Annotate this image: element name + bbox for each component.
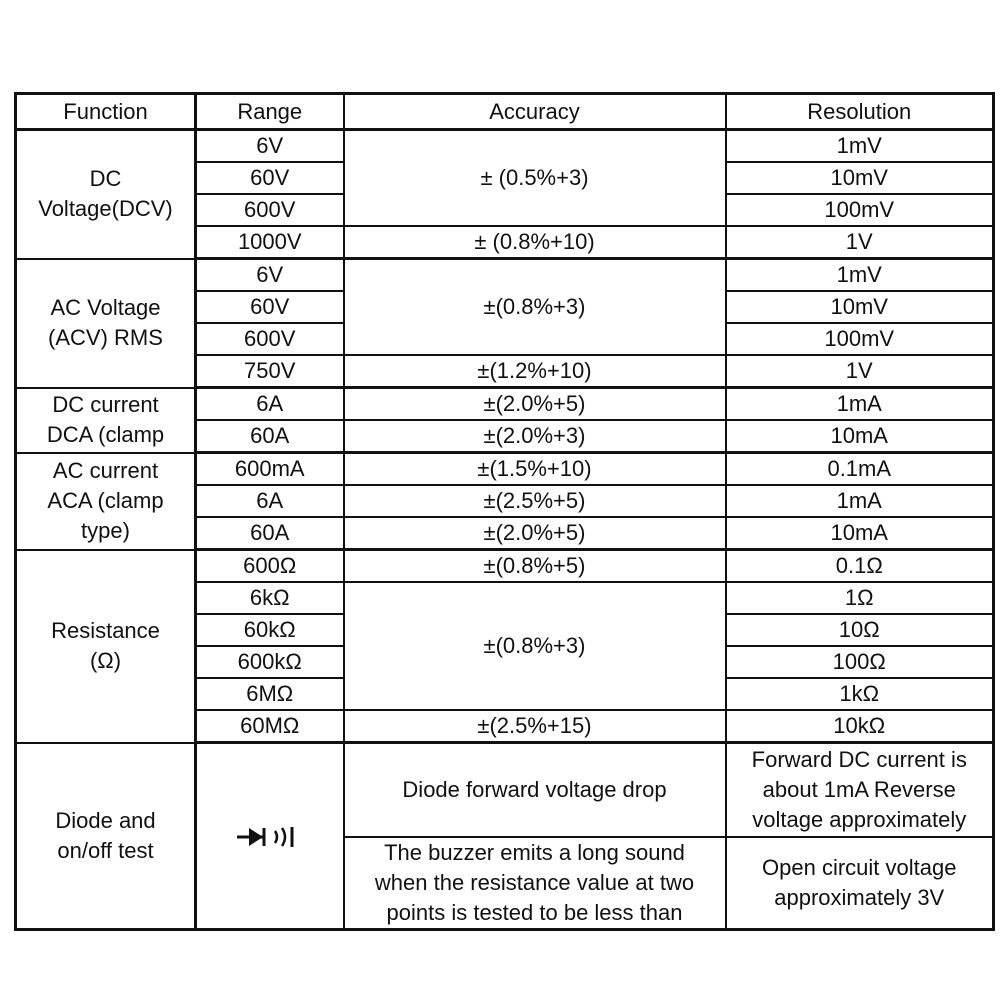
table-row — [16, 130, 994, 163]
range-cell: 60A — [196, 517, 344, 550]
header-row — [16, 94, 994, 130]
range-cell: 1000V — [196, 226, 344, 259]
function-ac-voltage: AC Voltage (ACV) RMS — [16, 259, 196, 388]
header-range: Range — [196, 94, 344, 130]
accuracy-cell: ±(0.8%+3) — [344, 259, 726, 356]
resolution-cell: 100mV — [726, 194, 994, 226]
resolution-cell: 10mA — [726, 420, 994, 453]
resolution-cell: 1kΩ — [726, 678, 994, 710]
range-cell: 6kΩ — [196, 582, 344, 614]
resolution-cell: 1V — [726, 355, 994, 388]
table-row — [16, 453, 994, 486]
header-accuracy: Accuracy — [344, 94, 726, 130]
accuracy-cell: ±(2.0%+3) — [344, 420, 726, 453]
diode-buzzer-icon — [237, 824, 303, 850]
accuracy-cell: ± (0.8%+10) — [344, 226, 726, 259]
accuracy-cell: Diode forward voltage drop — [344, 743, 726, 837]
header-function: Function — [16, 94, 196, 130]
range-cell: 600kΩ — [196, 646, 344, 678]
resolution-cell: 10Ω — [726, 614, 994, 646]
resolution-cell: Open circuit voltage approximately 3V — [726, 837, 994, 930]
table-row — [16, 743, 994, 837]
range-cell: 750V — [196, 355, 344, 388]
range-cell: 6V — [196, 259, 344, 292]
resolution-cell: 100Ω — [726, 646, 994, 678]
accuracy-cell: ±(1.2%+10) — [344, 355, 726, 388]
accuracy-cell: ±(0.8%+5) — [344, 550, 726, 583]
range-cell: 6V — [196, 130, 344, 163]
table-row — [16, 259, 994, 292]
resolution-cell: 1mV — [726, 259, 994, 292]
range-cell: 60MΩ — [196, 710, 344, 743]
header-resolution: Resolution — [726, 94, 994, 130]
accuracy-cell: The buzzer emits a long sound when the resistance value at two points is tested to be less than — [344, 837, 726, 930]
resolution-cell: 1mV — [726, 130, 994, 163]
function-dc-voltage: DC Voltage(DCV) — [16, 130, 196, 259]
resolution-cell: 1mA — [726, 485, 994, 517]
accuracy-cell: ± (0.5%+3) — [344, 130, 726, 227]
resolution-cell: 1Ω — [726, 582, 994, 614]
range-cell-diode — [196, 743, 344, 930]
range-cell: 60kΩ — [196, 614, 344, 646]
accuracy-cell: ±(2.5%+5) — [344, 485, 726, 517]
range-cell: 60V — [196, 162, 344, 194]
resolution-cell: 10mV — [726, 162, 994, 194]
spec-table — [14, 92, 995, 931]
function-ac-current: AC current ACA (clamp type) — [16, 453, 196, 550]
range-cell: 600V — [196, 323, 344, 355]
function-diode: Diode and on/off test — [16, 743, 196, 930]
range-cell: 600Ω — [196, 550, 344, 583]
accuracy-cell: ±(2.5%+15) — [344, 710, 726, 743]
resolution-cell: 10kΩ — [726, 710, 994, 743]
function-dc-current: DC current DCA (clamp — [16, 388, 196, 453]
resolution-cell: 10mA — [726, 517, 994, 550]
resolution-cell: 0.1Ω — [726, 550, 994, 583]
range-cell: 6A — [196, 388, 344, 421]
resolution-cell: Forward DC current is about 1mA Reverse voltage approximately — [726, 743, 994, 837]
resolution-cell: 1V — [726, 226, 994, 259]
function-resistance: Resistance (Ω) — [16, 550, 196, 743]
resolution-cell: 1mA — [726, 388, 994, 421]
resolution-cell: 10mV — [726, 291, 994, 323]
resolution-cell: 100mV — [726, 323, 994, 355]
range-cell: 6MΩ — [196, 678, 344, 710]
range-cell: 60V — [196, 291, 344, 323]
accuracy-cell: ±(2.0%+5) — [344, 388, 726, 421]
range-cell: 6A — [196, 485, 344, 517]
range-cell: 600V — [196, 194, 344, 226]
range-cell: 60A — [196, 420, 344, 453]
accuracy-cell: ±(2.0%+5) — [344, 517, 726, 550]
accuracy-cell: ±(0.8%+3) — [344, 582, 726, 710]
table-row — [16, 550, 994, 583]
table-row — [16, 388, 994, 421]
range-cell: 600mA — [196, 453, 344, 486]
resolution-cell: 0.1mA — [726, 453, 994, 486]
accuracy-cell: ±(1.5%+10) — [344, 453, 726, 486]
